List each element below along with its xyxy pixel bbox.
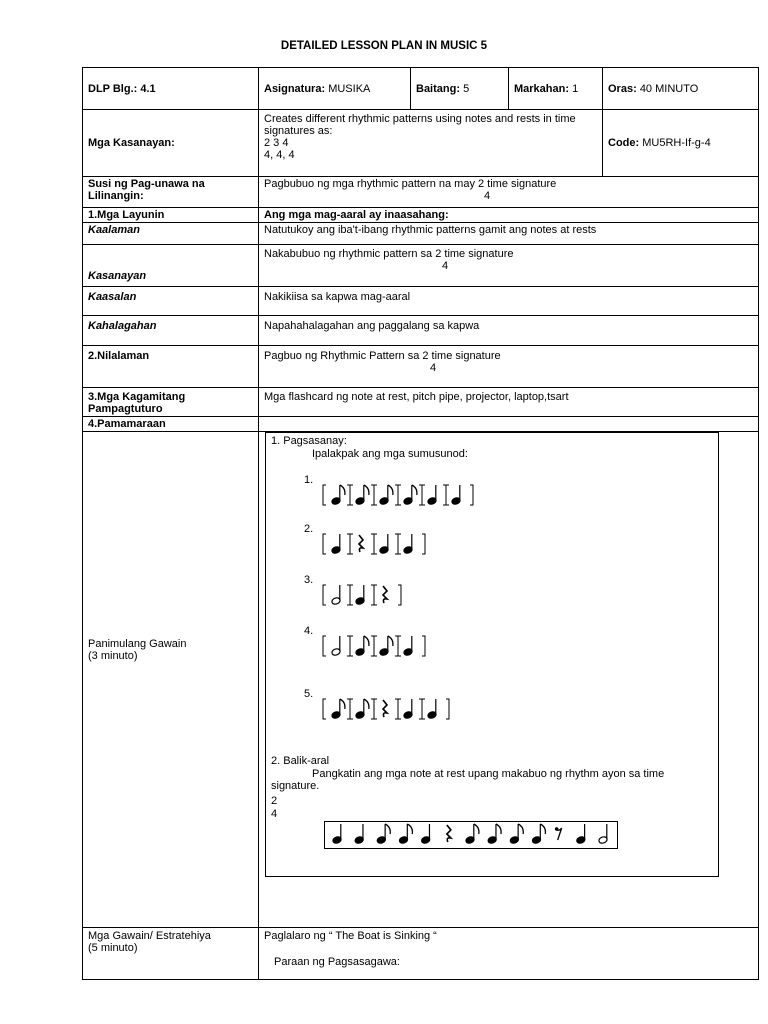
measure-divider [419, 699, 425, 719]
skill-text: Nakabubuo ng rhythmic pattern sa 2 time signature [264, 248, 514, 260]
open-bracket [323, 699, 326, 719]
understanding-denominator: 4 [484, 190, 491, 202]
exercise-measures [322, 484, 474, 506]
quarter-symbol [403, 699, 413, 719]
open-bracket [323, 534, 326, 554]
document-title: DETAILED LESSON PLAN IN MUSIC 5 [280, 40, 488, 52]
quarter-symbol [451, 485, 461, 505]
eighth-symbol [379, 485, 393, 505]
activities-row [83, 928, 759, 980]
eighth-symbol [509, 824, 523, 844]
eighth-symbol [355, 699, 369, 719]
exercise-measures [322, 533, 426, 555]
eighth-symbol [355, 485, 369, 505]
knowledge-label: Kaalaman [83, 223, 259, 245]
half-symbol [331, 585, 341, 605]
drill-title: 1. Pagsasanay: [271, 435, 347, 447]
measure-divider [395, 699, 401, 719]
content-label: 2.Nilalaman [83, 346, 259, 388]
quarter-rest-symbol [447, 825, 451, 842]
quarter-symbol [403, 534, 413, 554]
close-bracket [398, 585, 401, 605]
skills-sig-top: 2 3 4 [264, 137, 289, 149]
quarter-symbol [354, 824, 364, 844]
skill-denominator: 4 [442, 260, 449, 272]
drill-box [265, 432, 719, 877]
measure-divider [371, 485, 377, 505]
quarter-value: 1 [572, 82, 579, 95]
rhythm-pattern [322, 698, 450, 720]
exercise-number: 2. [304, 523, 314, 535]
knowledge-row [83, 223, 759, 245]
intro-activity-row [83, 432, 759, 928]
materials-label: 3.Mga Kagamitang Pampagtuturo [83, 388, 259, 417]
close-bracket [422, 636, 425, 656]
half-symbol [598, 824, 608, 844]
eighth-symbol [465, 824, 479, 844]
skill-cell [259, 245, 759, 287]
eighth-symbol [532, 824, 546, 844]
eighth-symbol [376, 824, 390, 844]
quarter-symbol [427, 699, 437, 719]
eighth-rest-symbol [555, 827, 562, 840]
measure-divider [371, 699, 377, 719]
rhythm-pattern [322, 533, 426, 555]
materials-text: Mga flashcard ng note at rest, pitch pipe, projector, laptop,tsart [259, 388, 759, 417]
activities-cell [259, 928, 759, 980]
content-cell [259, 346, 759, 388]
measure-divider [395, 534, 401, 554]
eighth-symbol [403, 485, 417, 505]
attitude-text: Nakikiisa sa kapwa mag-aaral [259, 287, 759, 316]
open-bracket [323, 585, 326, 605]
exercise-number: 4. [304, 625, 314, 637]
subject-cell: Asignatura: MUSIKA [259, 68, 411, 110]
review-sequence-box [324, 821, 618, 849]
measure-divider [395, 636, 401, 656]
understanding-cell [259, 177, 759, 208]
intro-label-cell [83, 432, 259, 928]
procedure-row [83, 417, 759, 432]
measure-divider [347, 485, 353, 505]
open-bracket [323, 636, 326, 656]
quarter-symbol [331, 534, 341, 554]
measure-divider [443, 485, 449, 505]
eighth-symbol [331, 485, 345, 505]
rhythm-pattern [322, 484, 474, 506]
code-cell: Code: MU5RH-If-g-4 [603, 110, 759, 177]
activities-text: Paglalaro ng “ The Boat is Sinking “ [264, 930, 437, 942]
understanding-label: Susi ng Pag-unawa na Lilinangin: [83, 177, 259, 208]
skills-text-cell [259, 110, 603, 177]
activities-label: Mga Gawain/ Estratehiya [88, 930, 211, 942]
quarter-cell: Markahan: 1 [509, 68, 603, 110]
time-value: 40 MINUTO [639, 82, 699, 95]
objectives-intro: Ang mga mag-aaral ay inaasahang: [259, 208, 759, 223]
grade-value: 5 [463, 82, 470, 95]
measure-divider [371, 534, 377, 554]
review-title: 2. Balik-aral [271, 755, 330, 767]
close-bracket [446, 699, 449, 719]
measure-divider [419, 485, 425, 505]
dlp-number: DLP Blg.: 4.1 [83, 68, 259, 110]
understanding-text: Pagbubuo ng mga rhythmic pattern na may 2 time signature [264, 178, 557, 190]
eighth-symbol [355, 636, 369, 656]
quarter-symbol [421, 824, 431, 844]
quarter-symbol [576, 824, 586, 844]
lesson-plan-table [82, 67, 759, 980]
skill-row [83, 245, 759, 287]
values-row [83, 316, 759, 346]
measure-divider [347, 636, 353, 656]
objectives-row [83, 208, 759, 223]
attitude-row [83, 287, 759, 316]
attitude-label: Kaasalan [83, 287, 259, 316]
exercise-number: 1. [304, 474, 314, 486]
eighth-symbol [379, 636, 393, 656]
values-label: Kahalagahan [83, 316, 259, 346]
values-text: Napahahalagahan ang paggalang sa kapwa [259, 316, 759, 346]
exercise-measures [322, 635, 426, 657]
grade-cell: Baitang: 5 [411, 68, 509, 110]
quarter-symbol [332, 824, 342, 844]
half-symbol [331, 636, 341, 656]
subject-value: MUSIKA [328, 82, 371, 95]
measure-divider [371, 585, 377, 605]
skills-label: Mga Kasanayan: [83, 110, 259, 177]
quarter-rest-symbol [383, 700, 387, 717]
content-row [83, 346, 759, 388]
drill-instruction: Ipalakpak ang mga sumusunod: [312, 448, 468, 460]
code-value: MU5RH-If-g-4 [642, 137, 711, 149]
activities-time: (5 minuto) [88, 942, 138, 954]
measure-divider [347, 699, 353, 719]
knowledge-text: Natutukoy ang iba't-ibang rhythmic patterns gamit ang notes at rests [259, 223, 759, 245]
content-denominator: 4 [430, 362, 437, 374]
quarter-symbol [379, 534, 389, 554]
skills-text: Creates different rhythmic patterns using notes and rests in time signatures as: [264, 113, 576, 137]
skill-label: Kasanayan [83, 245, 259, 287]
quarter-rest-symbol [359, 535, 363, 552]
review-text: Pangkatin ang mga note at rest upang makabuo ng rhythm ayon sa time signature. [271, 768, 665, 792]
review-sig-top: 2 [271, 795, 278, 807]
skills-sig-bottom: 4, 4, 4 [264, 149, 295, 161]
header-row [83, 68, 759, 110]
activities-label-cell [83, 928, 259, 980]
quarter-symbol [427, 485, 437, 505]
eighth-symbol [487, 824, 501, 844]
quarter-symbol [403, 636, 413, 656]
content-text: Pagbuo ng Rhythmic Pattern sa 2 time signature [264, 350, 501, 362]
measure-divider [395, 485, 401, 505]
quarter-rest-symbol [383, 586, 387, 603]
skills-row [83, 110, 759, 177]
objectives-label: 1.Mga Layunin [83, 208, 259, 223]
measure-divider [371, 636, 377, 656]
procedure-label: 4.Pamamaraan [83, 417, 259, 432]
time-cell: Oras: 40 MINUTO [603, 68, 759, 110]
review-rhythm-sequence [325, 822, 615, 846]
intro-time: (3 minuto) [88, 650, 138, 662]
measure-divider [347, 585, 353, 605]
rhythm-pattern [322, 635, 426, 657]
intro-content-cell [259, 432, 759, 928]
measure-divider [347, 534, 353, 554]
close-bracket [422, 534, 425, 554]
exercise-number: 5. [304, 688, 314, 700]
rhythm-pattern [322, 584, 402, 606]
open-bracket [323, 485, 326, 505]
eighth-symbol [331, 699, 345, 719]
exercise-measures [322, 698, 450, 720]
eighth-symbol [399, 824, 413, 844]
close-bracket [470, 485, 473, 505]
activities-sub: Paraan ng Pagsasagawa: [274, 956, 400, 968]
intro-label: Panimulang Gawain [88, 638, 187, 650]
exercise-measures [322, 584, 402, 606]
review-sig-bottom: 4 [271, 808, 278, 820]
understanding-row [83, 177, 759, 208]
materials-row [83, 388, 759, 417]
exercise-number: 3. [304, 574, 314, 586]
quarter-symbol [355, 585, 365, 605]
